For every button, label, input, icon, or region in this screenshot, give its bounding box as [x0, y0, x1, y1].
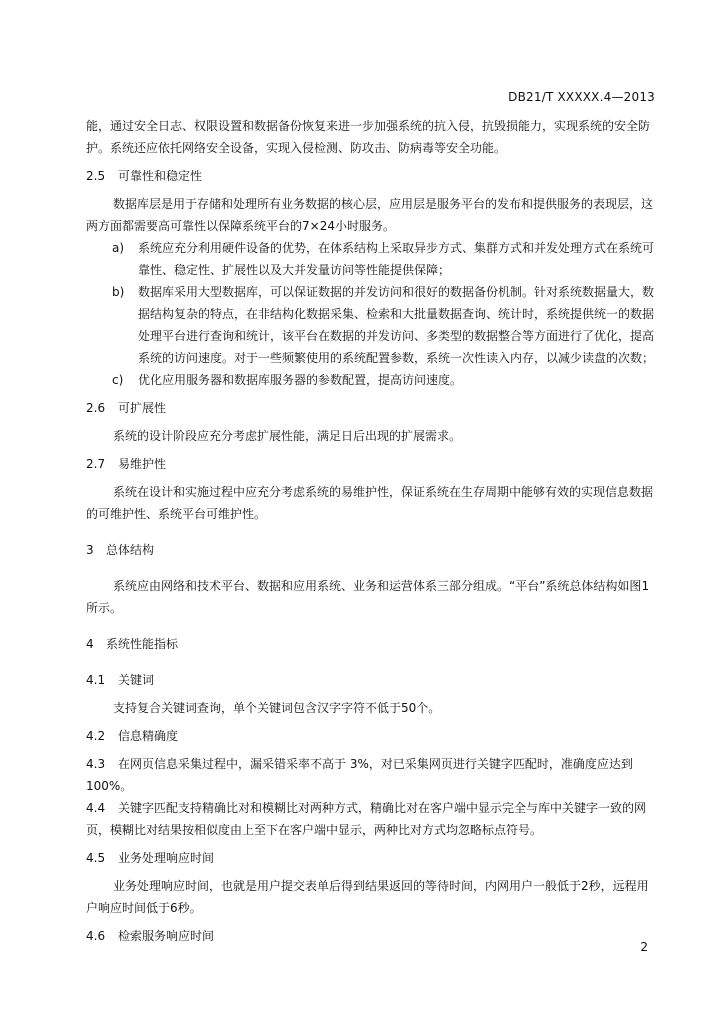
section-3-paragraph: 系统应由网络和技术平台、数据和应用系统、业务和运营体系三部分组成。“平台”系统总体结构如图1所示。	[86, 579, 650, 615]
section-2-5-paragraph: 数据库层是用于存储和处理所有业务数据的核心层，应用层是服务平台的发布和提供服务的表现层，这两方面都需要高可靠性以保障系统平台的7×24小时服务。	[86, 197, 654, 233]
section-4-4-paragraph: 4.4 关键字匹配支持精确比对和模糊比对两种方式，精确比对在客户端中显示完全与库中关键字一致的网页，模糊比对结果按相似度由上至下在客户端中显示，两种比对方式均忽略标点符号。	[86, 801, 647, 837]
section-3-heading: 3 总体结构	[86, 543, 155, 557]
section-4-1-paragraph: 支持复合关键词查询，单个关键词包含汉字字符不低于50个。	[113, 701, 441, 715]
section-2-7-heading: 2.7 易维护性	[86, 457, 167, 471]
section-2-6-heading: 2.6 可扩展性	[86, 401, 167, 415]
section-4-2-heading: 4.2 信息精确度	[86, 729, 179, 743]
document-id: DB21/T XXXXX.4—2013	[508, 90, 655, 104]
section-4-5-paragraph: 业务处理响应时间，也就是用户提交表单后得到结果返回的等待时间，内网用户一般低于2秒，远程用户响应时间低于6秒。	[86, 879, 649, 915]
intro-paragraph: 能，通过安全日志、权限设置和数据备份恢复来进一步加强系统的抗入侵，抗毁损能力，实现系统的安全防护。系统还应依托网络安全设备，实现入侵检测、防攻击、防病毒等安全功能。	[86, 119, 651, 155]
document-body	[86, 115, 656, 953]
section-2-6-paragraph: 系统的设计阶段应充分考虑扩展性能，满足日后出现的扩展需求。	[113, 429, 462, 443]
list-item-a: a) 系统应充分利用硬件设备的优势，在体系结构上采取异步方式、集群方式和并发处理方式在系统可靠性、稳定性、扩展性以及大并发量访问等性能提供保障；	[112, 241, 655, 277]
section-2-5-heading: 2.5 可靠性和稳定性	[86, 169, 203, 183]
list-item-b: b) 数据库采用大型数据库，可以保证数据的并发访问和很好的数据备份机制。针对系统数据量大，数据结构复杂的特点，在非结构化数据采集、检索和大批量数据查询、统计时，系统提供统一的数据处理平台进行查询和统计，该平台在数据的并发访问、多类型的数据整合等方面进行了优化，提高系统的访问速度。对于一些频繁使用的系统配置参数，系统一次性读入内存，以减少读盘的次数；	[112, 285, 655, 365]
list-item-c: c) 优化应用服务器和数据库服务器的参数配置，提高访问速度。	[112, 373, 463, 387]
section-4-6-heading: 4.6 检索服务响应时间	[86, 929, 215, 943]
section-4-heading: 4 系统性能指标	[86, 637, 179, 651]
section-2-7-paragraph: 系统在设计和实施过程中应充分考虑系统的易维护性，保证系统在生存周期中能够有效的实现信息数据的可维护性、系统平台可维护性。	[86, 485, 654, 521]
section-4-3-paragraph: 4.3 在网页信息采集过程中，漏采错采率不高于 3%，对已采集网页进行关键字匹配时，准确度应达到 100%。	[86, 757, 633, 793]
section-4-1-heading: 4.1 关键词	[86, 673, 155, 687]
page-number: 2	[640, 940, 648, 954]
section-4-5-heading: 4.5 业务处理响应时间	[86, 851, 215, 865]
